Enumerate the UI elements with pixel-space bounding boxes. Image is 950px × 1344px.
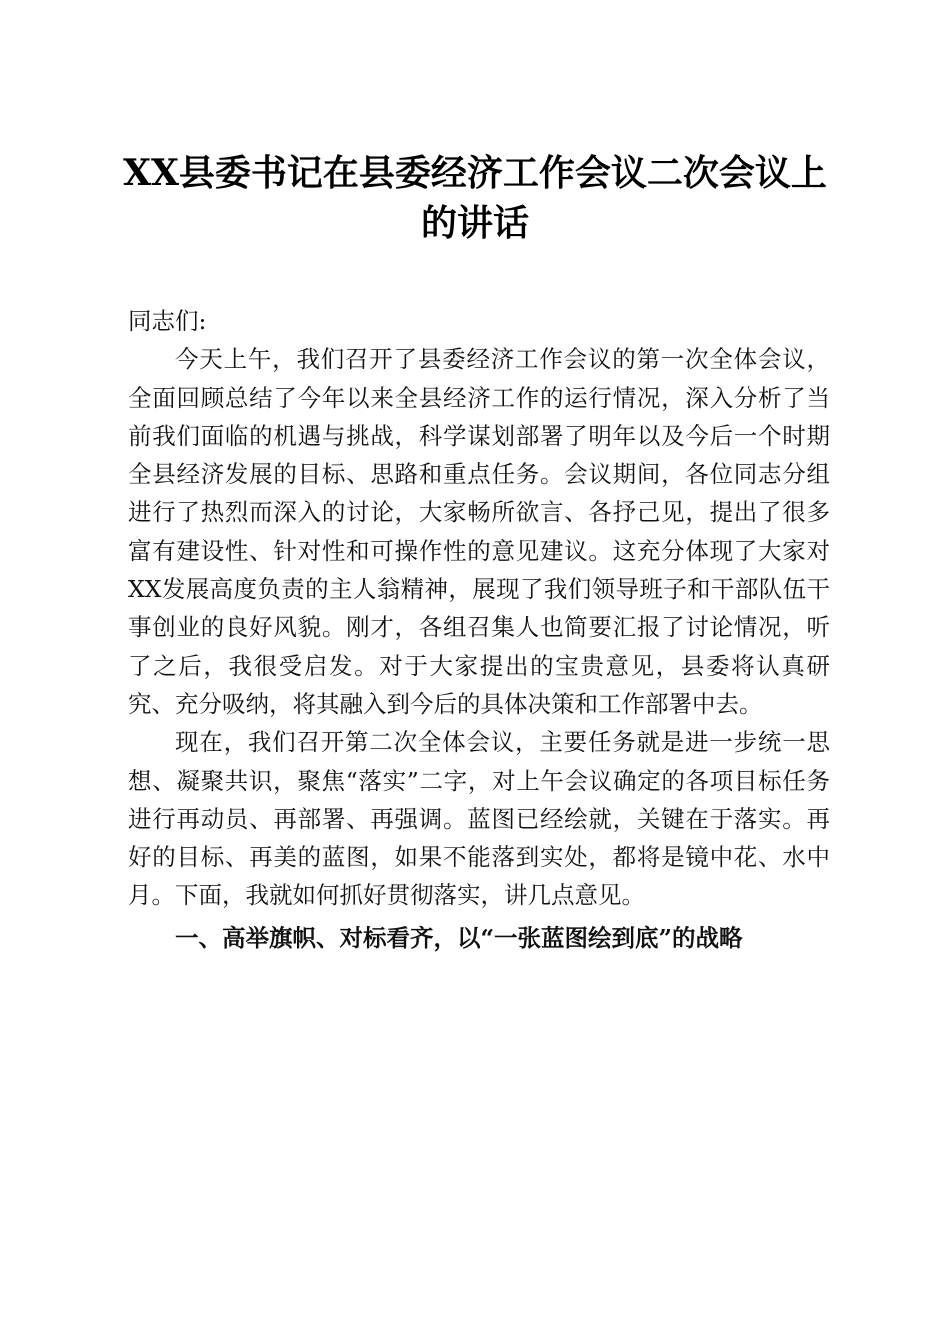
document-title: XX县委书记在县委经济工作会议二次会议上的讲话 [123,152,827,244]
salutation: 同志们: [128,307,207,335]
paragraph-1: 今天上午，我们召开了县委经济工作会议的第一次全体会议，全面回顾总结了今年以来全县经济工作的运行情况，深入分析了当前我们面临的机遇与挑战，科学谋划部署了明年以及今后一个时期全县经济发展的目标、思路和重点任务。会议期间，各位同志分组进行了热烈而深入的讨论，大家畅所欲言、各抒己见，提出了很多富有建设性、针对性和可操作性的意见建议。这充分体现了大家对XX发展高度负责的主人翁精神，展现了我们领导班子和干部队伍干事创业的良好风貌。刚才，各组召集人也简要汇报了讨论情况，听了之后，我很受启发。对于大家提出的宝贵意见，县委将认真研究、充分吸纳，将其融入到今后的具体决策和工作部署中去。 [128,345,830,718]
document-body [128,302,830,957]
section-heading: 一、高举旗帜、对标看齐，以“一张蓝图绘到底”的战略 [175,923,743,952]
paragraph-2: 现在，我们召开第二次全体会议，主要任务就是进一步统一思想、凝聚共识，聚焦“落实”二字，对上午会议确定的各项目标任务进行再动员、再部署、再强调。蓝图已经绘就，关键在于落实。再好的目标、再美的蓝图，如果不能落到实处，都将是镜中花、水中月。下面，我就如何抓好贯彻落实，讲几点意见。 [128,728,830,910]
